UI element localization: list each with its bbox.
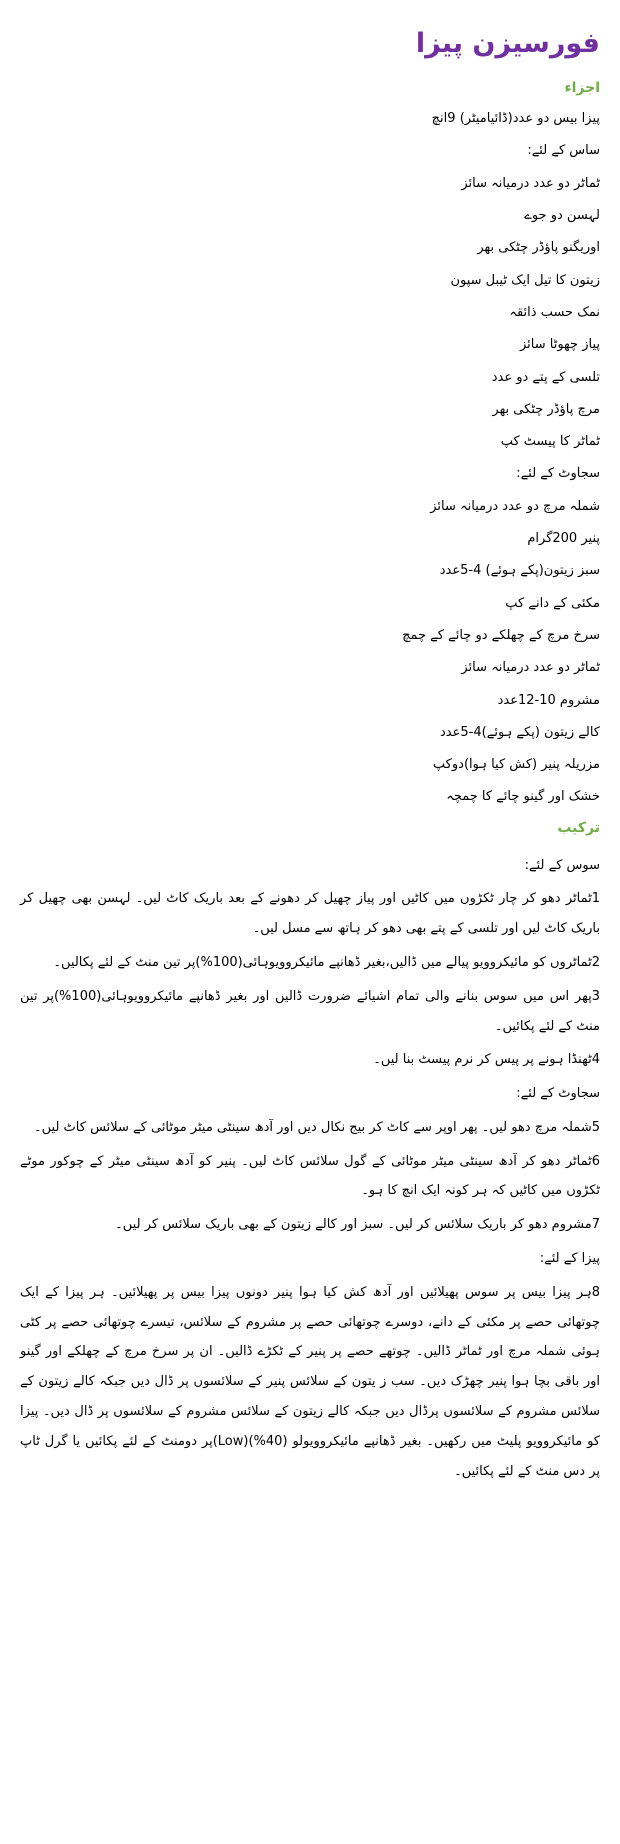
list-item: پیاز چھوٹا سائز bbox=[519, 337, 600, 353]
step-paragraph: 1ٹماٹر دھو کر چار ٹکڑوں میں کاٹیں اور پیاز چھیل کر دھونے کے بعد باریک کاٹ لیں۔ لہسن بھی چھیل کر باریک کاٹ لیں اور تلسی کے پتے بھی دھو کر ہاتھ سے مسل لیں۔ bbox=[20, 891, 600, 937]
list-item: سرخ مرچ کے چھلکے دو چائے کے چمچ bbox=[402, 627, 600, 643]
list-item: پنیر 200گرام bbox=[527, 531, 600, 547]
list-item: پیزا بیس دو عدد(ڈائیامیٹر) 9انچ bbox=[431, 111, 600, 127]
list-item: مشروم 10-12عدد bbox=[497, 692, 600, 708]
step-paragraph: 8ہر پیزا بیس پر سوس پھیلائیں اور آدھ کش کیا ہوا پنیر دونوں پیزا بیس پر پھیلائیں۔ ہر پیزا کے ایک چوتھائی حصے پر مکئی کے دانے، دوسرے چوتھائی حصے پر مشروم کے سلائس، تیسرے چوتھائی حصے پر کٹی ہوئی شملہ مرچ اور ٹماٹر ڈالیں۔ چوتھے حصے پر پنیر کے ٹکڑے ڈالیں۔ ان پر سرخ مرچ کے چھلکے اور گینو اور باقی بچا ہوا پنیر چھڑک دیں۔ سب ز یتون کے سلائس پنیر کے سلائسوں پر ڈال دیں جبکہ کالے زیتون کے سلائس مشروم کے سلائسوں پرڈال دیں جبکہ کالے زیتون کے سلائس مشروم کے سلائسوں پر ڈال دیں۔ پیزا کو مائیکروویو پلیٹ میں رکھیں۔ بغیر ڈھانپے مائیکروویولو (40%)(Low)پر دومنٹ کے لئے پکائیں یا گرل ٹاپ پر دس منٹ کے لئے پکائیں۔ bbox=[20, 1284, 600, 1479]
list-item: مرچ پاؤڈر چٹکی بھر bbox=[492, 401, 600, 417]
list-item: تلسی کے پتے دو عدد bbox=[491, 369, 600, 385]
list-item: ٹماٹر دو عدد درمیانہ سائز bbox=[461, 660, 600, 676]
pizza-heading: پیزا کے لئے: bbox=[539, 1251, 600, 1267]
step-paragraph: 7مشروم دھو کر باریک سلائس کر لیں۔ سبز اور کالے زیتون کے بھی باریک سلائس کر لیں۔ bbox=[115, 1217, 600, 1233]
list-item: ٹماٹر کا پیسٹ کپ bbox=[500, 434, 600, 450]
method-heading: ترکیب bbox=[557, 819, 600, 836]
list-item: شملہ مرچ دو عدد درمیانہ سائز bbox=[430, 498, 600, 514]
garnish-heading: سجاوٹ کے لئے: bbox=[516, 1086, 600, 1102]
step-paragraph: 3پھر اس میں سوس بنانے والی تمام اشیائے ضرورت ڈالیں اور بغیر ڈھانپے مائیکروویوہائی(100%)پر تین منٹ کے لئے پکائیں۔ bbox=[20, 988, 600, 1034]
method-steps bbox=[20, 851, 600, 1487]
list-item: نمک حسب ذائقہ bbox=[509, 304, 600, 320]
step-paragraph: 6ٹماٹر دھو کر آدھ سینٹی میٹر موٹائی کے گول سلائس کاٹ لیں۔ پنیر کو آدھ سینٹی میٹر کے چوکور موٹے ٹکڑوں میں کاٹیں کہ ہر کونہ ایک انچ کا ہو۔ bbox=[20, 1153, 600, 1199]
step-paragraph: 4ٹھنڈا ہونے پر پیس کر نرم پیسٹ بنا لیں۔ bbox=[373, 1052, 600, 1068]
list-item: مزریلہ پنیر (کش کیا ہوا)دوکپ bbox=[432, 757, 600, 773]
list-item: لہسن دو جوے bbox=[524, 208, 600, 224]
list-item: ٹماٹر دو عدد درمیانہ سائز bbox=[461, 175, 600, 191]
list-item: کالے زیتون (پکے ہوئے)4-5عدد bbox=[440, 724, 600, 740]
list-item: مکئی کے دانے کپ bbox=[505, 595, 600, 611]
step-paragraph: 2ٹماٹروں کو مائیکروویو پیالے میں ڈالیں،بغیر ڈھانپے مائیکروویوہائی(100%)پر تین منٹ کے لئے پکالیں۔ bbox=[53, 954, 600, 970]
ingredients-list bbox=[20, 109, 600, 820]
list-item: سبز زیتون(پکے ہوئے) 4-5عدد bbox=[439, 563, 600, 579]
list-item: سجاوٹ کے لئے: bbox=[516, 466, 600, 482]
step-paragraph: 5شملہ مرچ دھو لیں۔ پھر اوپر سے کاٹ کر بیج نکال دیں اور آدھ سینٹی میٹر موٹائی کے سلائس کاٹ لیں۔ bbox=[34, 1119, 600, 1135]
sauce-heading: سوس کے لئے: bbox=[524, 857, 600, 873]
ingredients-heading: اجزاء bbox=[564, 80, 600, 97]
page-title: فورسیزن پیزا bbox=[415, 28, 600, 59]
list-item: خشک اور گینو چائے کا چمچہ bbox=[446, 789, 600, 805]
list-item: ساس کے لئے: bbox=[527, 143, 600, 159]
list-item: زیتون کا تیل ایک ٹیبل سپون bbox=[450, 272, 600, 288]
list-item: اوریگنو پاؤڈر چٹکی بھر bbox=[477, 240, 600, 256]
